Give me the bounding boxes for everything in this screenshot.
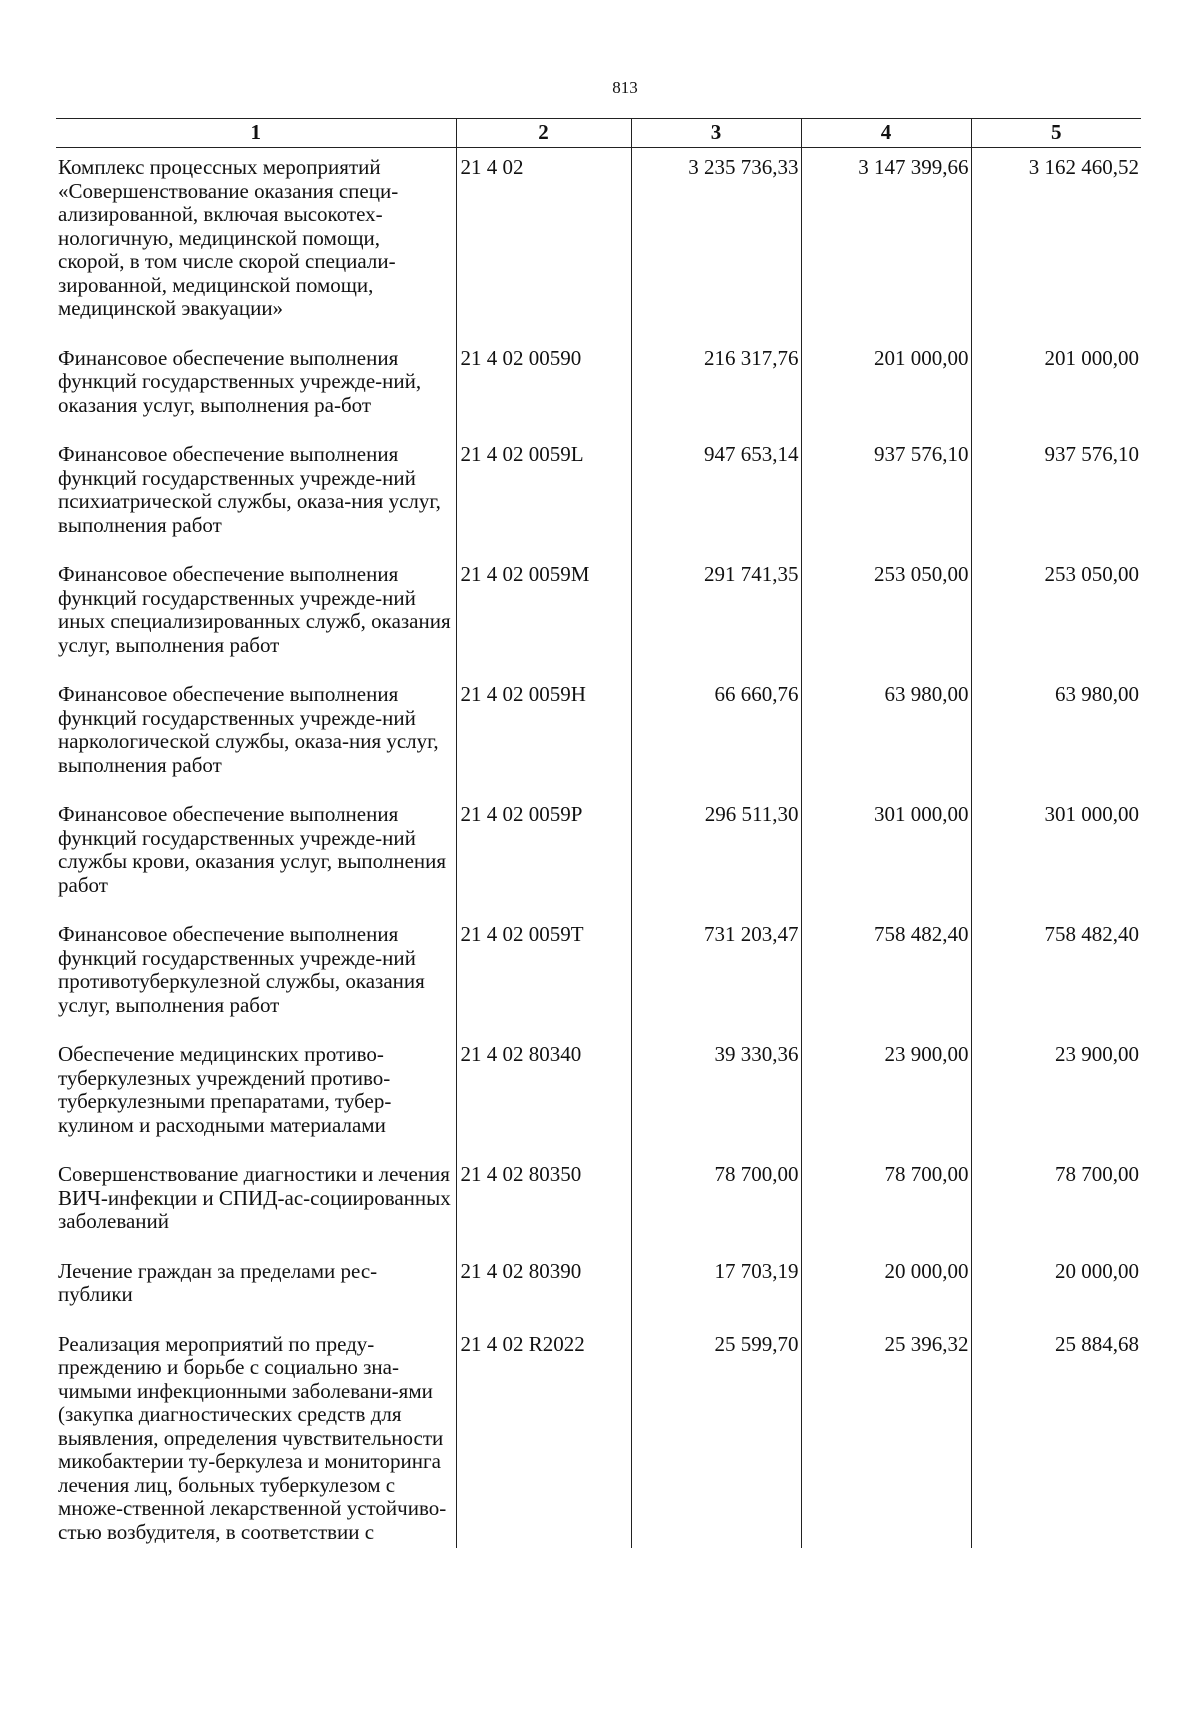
column-header-5: 5: [971, 119, 1141, 148]
row-value-5: 63 980,00: [971, 675, 1141, 795]
column-header-1: 1: [56, 119, 456, 148]
column-header-2: 2: [456, 119, 631, 148]
row-name: Финансовое обеспечение выполнения функций государственных учрежде-ний психиатрической службы, оказа-ния услуг, выполнения работ: [58, 442, 441, 537]
row-name: Лечение граждан за пределами рес-публики: [58, 1258, 378, 1306]
row-name: Финансовое обеспечение выполнения функций государственных учрежде-ний наркологической службы, оказа-ния услуг, выполнения работ: [58, 682, 439, 777]
row-value-5: 937 576,10: [971, 435, 1141, 555]
row-value-5: 301 000,00: [971, 795, 1141, 915]
table-row: [56, 1035, 1141, 1155]
row-value-4: 25 396,32: [801, 1325, 971, 1549]
row-value-3: 216 317,76: [631, 339, 801, 436]
row-value-5: 78 700,00: [971, 1155, 1141, 1252]
row-value-5: 201 000,00: [971, 339, 1141, 436]
row-name: Совершенствование диагностики и лечения ВИЧ-инфекции и СПИД-ас-социированных заболеваний: [58, 1162, 451, 1233]
row-code: 21 4 02 0059M: [456, 555, 631, 675]
row-value-3: 39 330,36: [631, 1035, 801, 1155]
row-value-4: 23 900,00: [801, 1035, 971, 1155]
row-name: Комплекс процессных мероприятий «Совершенствование оказания специ-ализированной, включая высокотех-нологичную, медицинской помощи, скорой, в том числе скорой специали-зированной, медицинской помощи, медицинской эвакуации»: [58, 155, 399, 320]
row-code: 21 4 02 80350: [456, 1155, 631, 1252]
row-value-3: 947 653,14: [631, 435, 801, 555]
row-code: 21 4 02 0059P: [456, 795, 631, 915]
row-value-3: 25 599,70: [631, 1325, 801, 1549]
row-value-4: 937 576,10: [801, 435, 971, 555]
row-code: 21 4 02 80390: [456, 1252, 631, 1325]
column-header-3: 3: [631, 119, 801, 148]
row-code: 21 4 02 0059H: [456, 675, 631, 795]
row-value-5: 23 900,00: [971, 1035, 1141, 1155]
row-value-5: 20 000,00: [971, 1252, 1141, 1325]
row-value-4: 20 000,00: [801, 1252, 971, 1325]
row-code: 21 4 02 R2022: [456, 1325, 631, 1549]
row-value-5: 25 884,68: [971, 1325, 1141, 1549]
row-code: 21 4 02 00590: [456, 339, 631, 436]
row-value-4: 253 050,00: [801, 555, 971, 675]
table-header: [56, 119, 1141, 148]
row-value-3: 3 235 736,33: [631, 148, 801, 339]
table-row: [56, 555, 1141, 675]
row-value-5: 253 050,00: [971, 555, 1141, 675]
budget-table: [56, 118, 1141, 1548]
row-value-3: 66 660,76: [631, 675, 801, 795]
row-value-5: 3 162 460,52: [971, 148, 1141, 339]
row-value-3: 296 511,30: [631, 795, 801, 915]
table-row: [56, 1155, 1141, 1252]
row-value-4: 78 700,00: [801, 1155, 971, 1252]
row-name: Реализация мероприятий по преду-преждению и борьбе с социально зна-чимыми инфекционными заболевани-ями (закупка диагностических средств для выявления, определения чувствительности микобактерии ту-беркулеза и мониторинга лечения лиц, больных туберкулезом с множе-ственной лекарственной устойчиво-стью возбудителя, в соответствии с: [58, 1331, 447, 1544]
row-name: Финансовое обеспечение выполнения функций государственных учрежде-ний службы крови, оказания услуг, выполнения работ: [58, 802, 447, 897]
row-code: 21 4 02 80340: [456, 1035, 631, 1155]
table-row: [56, 1252, 1141, 1325]
row-code: 21 4 02 0059T: [456, 915, 631, 1035]
row-code: 21 4 02: [456, 148, 631, 339]
row-name: Финансовое обеспечение выполнения функций государственных учрежде-ний противотуберкулезной службы, оказания услуг, выполнения работ: [58, 922, 425, 1017]
table-row: [56, 915, 1141, 1035]
row-value-4: 301 000,00: [801, 795, 971, 915]
row-name: Финансовое обеспечение выполнения функций государственных учрежде-ний, оказания услуг, выполнения ра-бот: [58, 345, 422, 417]
table-row: [56, 1325, 1141, 1549]
row-name: Обеспечение медицинских противо-туберкулезных учреждений противо-туберкулезными препаратами, тубер-кулином и расходными материалами: [58, 1042, 392, 1137]
row-code: 21 4 02 0059L: [456, 435, 631, 555]
header-row: [56, 119, 1141, 148]
page-number: 813: [612, 78, 638, 97]
table-row: [56, 795, 1141, 915]
table-row: [56, 339, 1141, 436]
table-row: [56, 675, 1141, 795]
row-name: Финансовое обеспечение выполнения функций государственных учрежде-ний иных специализированных служб, оказания услуг, выполнения работ: [58, 562, 451, 657]
row-value-5: 758 482,40: [971, 915, 1141, 1035]
row-value-3: 731 203,47: [631, 915, 801, 1035]
row-value-3: 78 700,00: [631, 1155, 801, 1252]
table-row: [56, 435, 1141, 555]
row-value-3: 17 703,19: [631, 1252, 801, 1325]
table-row: [56, 148, 1141, 339]
row-value-4: 758 482,40: [801, 915, 971, 1035]
row-value-4: 3 147 399,66: [801, 148, 971, 339]
row-value-4: 63 980,00: [801, 675, 971, 795]
row-value-4: 201 000,00: [801, 339, 971, 436]
table-body: [56, 148, 1141, 1549]
column-header-4: 4: [801, 119, 971, 148]
row-value-3: 291 741,35: [631, 555, 801, 675]
